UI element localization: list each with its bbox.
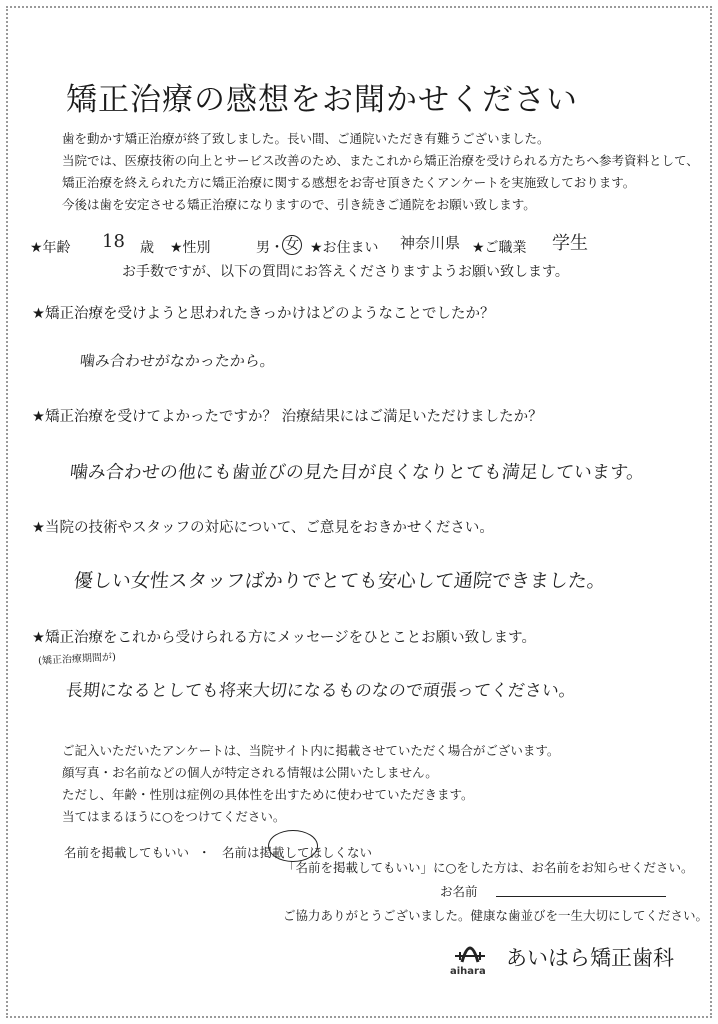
gender-female-circled: 女 [282,235,302,255]
address-label: ★お住まい [310,240,379,256]
name-instruction: 「名前を掲載してもいい」に○をした方は、お名前をお知らせください。 [283,860,694,875]
clinic-logo-icon [452,932,488,966]
footer-line: ご記入いただいたアンケートは、当院サイト内に掲載させていただく場合がございます。 [62,743,560,758]
answer-2: 噛み合わせの他にも歯並びの見た目が良くなりとても満足しています。 [68,462,646,483]
address-value: 神奈川県 [400,234,461,252]
footer-line: 当てはまるほうに○をつけてください。 [62,809,286,824]
job-label: ★ご職業 [472,240,527,256]
clinic-logo-sub: aihara [450,966,486,977]
intro-text [62,128,699,216]
answer-3: 優しい女性スタッフばかりでとても安心して通院できました。 [72,570,608,592]
intro-line: 今後は歯を安定させる矯正治療になりますので、引き続きご通院をお願い致します。 [62,197,536,212]
question-4: ★矯正治療をこれから受けられる方にメッセージをひとことお願い致します。 [32,630,536,646]
option-publish-name: 名前を掲載してもいい [64,845,190,860]
footer-notice [62,740,559,828]
question-3: ★当院の技術やスタッフの対応について、ご意見をおきかせください。 [32,520,494,536]
intro-line: 当院では、医療技術の向上とサービス改善のため、またこれから矯正治療を受けられる方たちへ参考資料として、 [62,153,699,168]
job-value: 学生 [552,233,588,254]
profile-row [30,233,690,259]
question-2: ★矯正治療を受けてよかったですか？ 治療結果にはご満足いただけましたか？ [32,409,543,425]
intro-line: 歯を動かす矯正治療が終了致しました。長い間、ご通院いただき有難うございました。 [62,131,550,146]
footer-line: 顔写真・お名前などの個人が特定される情報は公開いたしません。 [62,765,438,780]
answer-1: 噛み合わせがなかったから。 [79,352,276,370]
thanks-text: ご協力ありがとうございました。健康な歯並びを一生大切にしてください。 [283,908,709,923]
footer-line: ただし、年齢・性別は症例の具体性を出すために使わせていただきます。 [62,787,474,802]
gender-label: ★性別 [170,240,211,256]
page-title: 矯正治療の感想をお聞かせください [66,82,578,118]
clinic-name: あいはら矯正歯科 [506,946,674,970]
gender-separator: ・ [270,240,284,256]
name-label: お名前 [440,884,478,899]
name-field-line [496,896,666,897]
option-separator: ・ [198,845,211,860]
clinic-logo [448,928,688,988]
age-label: ★年齢 [30,240,71,256]
request-text: お手数ですが、以下の質問にお答えくださりますようお願い致します。 [122,264,569,280]
age-unit: 歳 [140,240,154,256]
answer-4-note: (矯正治療期間が) [37,651,117,668]
answer-4: 長期になるとしても将来大切になるものなので頑張ってください。 [64,681,577,701]
age-value: 18 [102,231,125,252]
question-1: ★矯正治療を受けようと思われたきっかけはどのようなことでしたか？ [32,306,495,322]
option-hide-name: 名前は掲載してほしくない [222,845,373,860]
gender-male: 男 [256,240,270,256]
intro-line: 矯正治療を終えられた方に矯正治療に関する感想をお寄せ頂きたくアンケートを実施致しております。 [62,175,636,190]
